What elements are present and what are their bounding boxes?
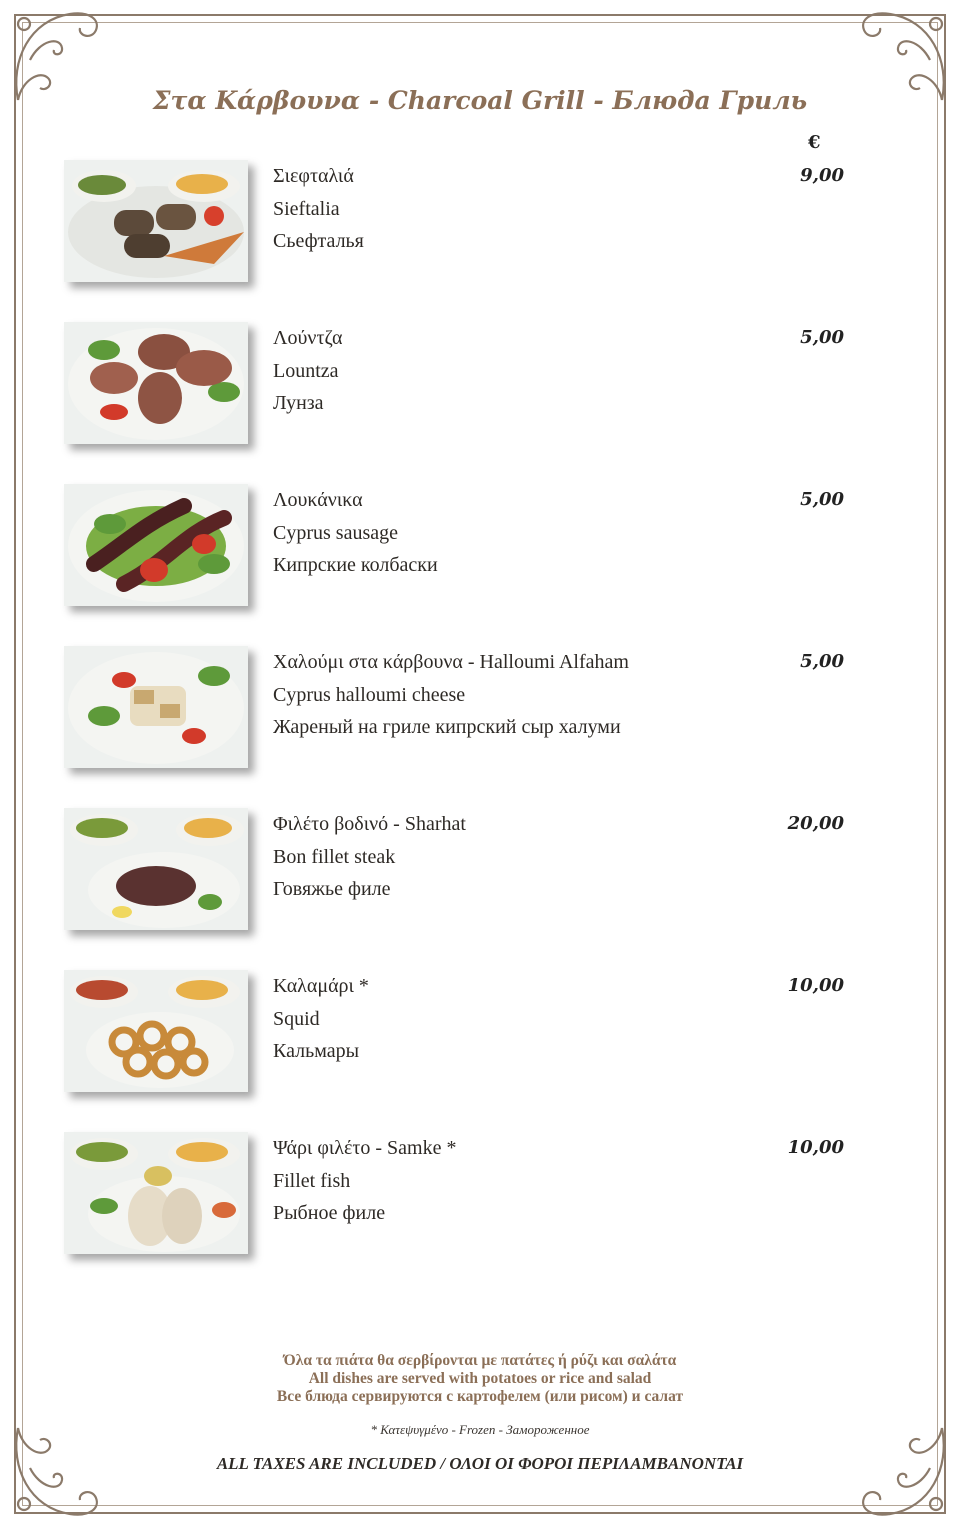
dish-photo-sieftalia [64, 160, 248, 282]
dish-photo-lountza [64, 322, 248, 444]
item-price: 5,00 [800, 489, 844, 510]
item-name-russian: Лунза [273, 392, 324, 414]
currency-symbol: € [808, 132, 821, 153]
item-name-russian: Говяжье филе [273, 878, 391, 900]
frozen-note: * Κατεψυγμένο - Frozen - Замороженное [370, 1422, 590, 1437]
item-name-english: Lountza [273, 359, 339, 382]
item-price: 20,00 [787, 813, 844, 834]
item-price: 9,00 [800, 165, 844, 186]
menu-item-lountza [64, 322, 844, 446]
item-name-russian: Кальмары [273, 1040, 360, 1062]
dish-photo-halloumi [64, 646, 248, 768]
item-name-greek: Ψάρι φιλέτο - Samke * [273, 1137, 457, 1159]
item-name-russian: Сьефталья [273, 230, 364, 252]
item-name-greek: Φιλέτο βοδινό - Sharhat [273, 813, 466, 835]
item-name-greek: Λουκάνικα [273, 489, 363, 511]
dish-photo-sausage [64, 484, 248, 606]
menu-item-sieftalia [64, 160, 844, 284]
item-price: 10,00 [787, 975, 844, 996]
serving-note-greek: Όλα τα πιάτα θα σερβίρονται με πατάτες ή ρύζι και σαλάτα [283, 1352, 677, 1369]
item-name-english: Cyprus sausage [273, 521, 398, 544]
item-name-english: Fillet fish [273, 1169, 351, 1192]
dish-photo-fillet-steak [64, 808, 248, 930]
item-name-english: Sieftalia [273, 197, 340, 220]
item-price: 10,00 [787, 1137, 844, 1158]
serving-note-english: All dishes are served with potatoes or rice and salad [308, 1370, 652, 1387]
menu-item-sausage [64, 484, 844, 608]
item-name-english: Bon fillet steak [273, 845, 396, 868]
item-name-russian: Жареный на гриле кипрский сыр халуми [273, 716, 621, 738]
item-name-greek: Χαλούμι στα κάρβουνα - Halloumi Alfaham [273, 651, 629, 673]
menu-item-halloumi [64, 646, 844, 770]
item-name-english: Cyprus halloumi cheese [273, 683, 466, 706]
dish-photo-fillet-fish [64, 1132, 248, 1254]
item-name-greek: Λούντζα [273, 327, 343, 349]
item-name-greek: Σιεφταλιά [273, 165, 354, 187]
dish-photo-squid [64, 970, 248, 1092]
serving-note [0, 1352, 960, 1406]
item-name-english: Squid [273, 1007, 320, 1030]
item-name-greek: Καλαμάρι * [273, 975, 369, 997]
serving-note-russian: Все блюда сервируются с картофелем (или рисом) и салат [276, 1388, 684, 1405]
item-price: 5,00 [800, 327, 844, 348]
menu-item-fillet-steak [64, 808, 844, 932]
menu-title: Στα Κάρβουνα - Charcoal Grill - Блюда Гриль [152, 86, 808, 115]
menu-item-fillet-fish [64, 1132, 844, 1256]
item-name-russian: Рыбное филе [273, 1202, 386, 1224]
menu-item-squid [64, 970, 844, 1094]
taxes-note: ALL TAXES ARE INCLUDED / ΟΛΟΙ ΟΙ ΦΟΡΟΙ ΠΕΡΙΛΑΜΒΑΝΟΝΤΑΙ [216, 1454, 744, 1473]
item-name-russian: Кипрские колбаски [273, 554, 438, 576]
item-price: 5,00 [800, 651, 844, 672]
